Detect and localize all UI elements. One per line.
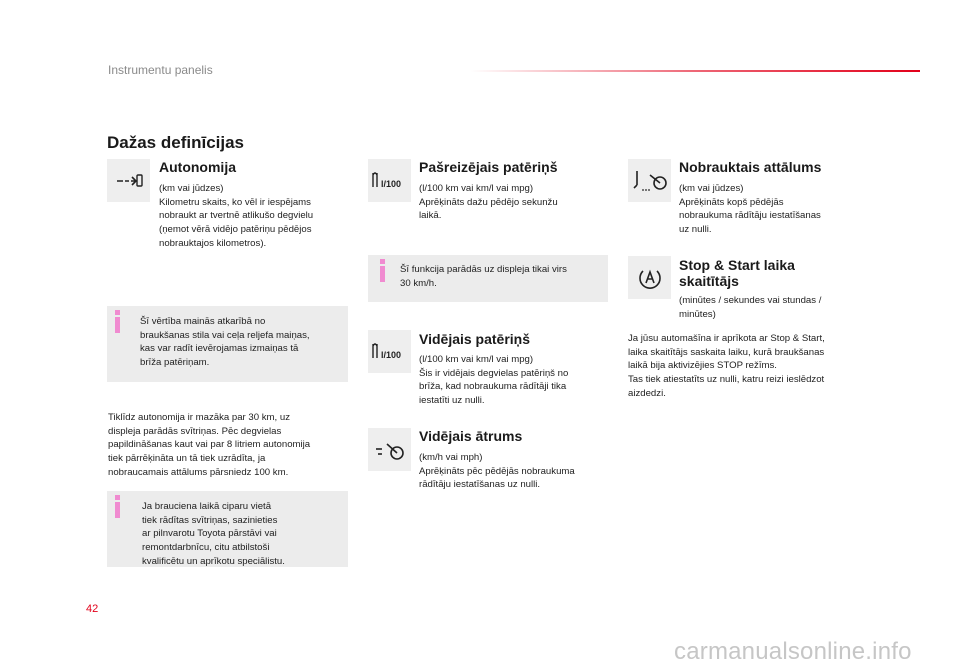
page-title: Dažas definīcijas bbox=[107, 133, 245, 152]
distance-heading: Nobrauktais attālums bbox=[679, 159, 822, 175]
info-note-speed bbox=[368, 255, 608, 302]
instant-consumption-icon bbox=[368, 159, 411, 202]
current-consumption-text: (l/100 km vai km/l vai mpg) Aprēķināts dažu pēdējo sekunžu laikā. bbox=[419, 183, 558, 222]
average-speed-icon bbox=[368, 428, 411, 471]
average-speed-text: (km/h vai mph) Aprēķināts pēc pēdējās nobraukuma rādītāju iestatīšanas uz nulli. bbox=[419, 452, 575, 491]
info-icon bbox=[115, 495, 120, 500]
stop-start-heading: Stop & Start laika skaitītājs bbox=[679, 257, 795, 289]
autonomy-heading: Autonomija bbox=[159, 159, 236, 175]
section-header: Instrumentu panelis bbox=[108, 63, 213, 77]
info-icon-bar bbox=[115, 502, 120, 518]
info-icon-bar bbox=[115, 317, 120, 333]
info-note-autonomy-variation bbox=[107, 306, 348, 382]
page-number: 42 bbox=[86, 603, 99, 615]
stop-start-paragraph: Ja jūsu automašīna ir aprīkota ar Stop & Start, laika skaitītājs saskaita laiku, kurā braukšanas laikā bija aktivizējies STOP režīms. Tas tiek atiestatīts uz nulli, katru reizi ieslēdzot aizdedzi. bbox=[628, 333, 825, 399]
icon-label: l/100 bbox=[380, 178, 401, 189]
average-consumption-icon bbox=[368, 330, 411, 373]
info-icon-bar bbox=[380, 266, 385, 282]
stop-start-icon bbox=[628, 256, 671, 299]
average-speed-heading: Vidējais ātrums bbox=[419, 428, 523, 444]
info-icon bbox=[380, 259, 385, 264]
distance-text: (km vai jūdzes) Aprēķināts kopš pēdējās nobraukuma rādītāju iestatīšanas uz nulli. bbox=[679, 183, 821, 236]
distance-icon bbox=[628, 159, 671, 202]
current-consumption-heading: Pašreizējais patēriņš bbox=[419, 159, 558, 175]
stop-start-text: (minūtes / sekundes vai stundas / minūtes) bbox=[679, 295, 822, 320]
average-consumption-text: (l/100 km vai km/l vai mpg) Šis ir vidējais degvielas patēriņš no brīža, kad nobraukuma rādītāji tika iestatīti uz nulli. bbox=[419, 354, 569, 407]
header-accent-line bbox=[470, 70, 920, 72]
average-consumption-heading: Vidējais patēriņš bbox=[419, 331, 531, 347]
icon-label: l/100 bbox=[380, 349, 401, 360]
info-note-dashes bbox=[107, 491, 348, 567]
note-text: Ja brauciena laikā ciparu vietā tiek rādītas svītriņas, sazinieties ar pilnvarotu Toyota pārstāvi vai remontdarbnīcu, citu atbilstoši kvalificētu un aprīkotu speciālistu. bbox=[142, 501, 285, 567]
autonomy-paragraph: Tiklīdz autonomija ir mazāka par 30 km, uz displeja parādās svītriņas. Pēc degvielas papildināšanas kaut vai par 8 litriem autonomija tiek pārrēķināta un tā tiek uzrādīta, ja nobraucamais attālums pārsniedz 100 km. bbox=[108, 412, 311, 478]
autonomy-text: (km vai jūdzes) Kilometru skaits, ko vēl ir iespējams nobraukt ar tvertnē atlikušo degvielu (ņemot vērā vidējo patēriņu pēdējos nobrauktajos kilometros). bbox=[159, 183, 314, 249]
watermark: carmanualsonline.info bbox=[674, 638, 912, 665]
range-icon bbox=[107, 159, 150, 202]
info-icon bbox=[115, 310, 120, 315]
note-text: Šī funkcija parādās uz displeja tikai virs 30 km/h. bbox=[400, 264, 567, 289]
note-text: Šī vērtība mainās atkarībā no braukšanas stila vai ceļa reljefa maiņas, kas var radīt ievērojamas izmaiņas tā brīža patēriņam. bbox=[140, 316, 310, 369]
